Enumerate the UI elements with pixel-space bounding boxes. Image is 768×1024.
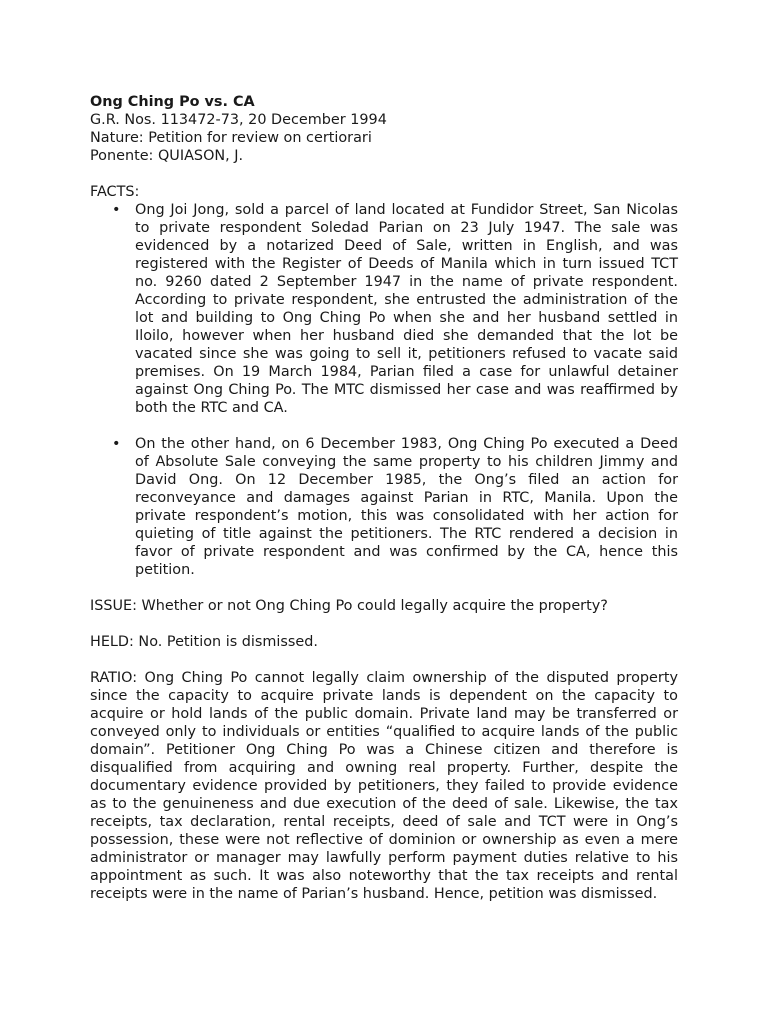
issue-paragraph: ISSUE: Whether or not Ong Ching Po could legally acquire the property? <box>90 598 608 614</box>
facts-item <box>90 435 678 579</box>
document-page <box>90 93 678 903</box>
facts-item-text: On the other hand, on 6 December 1983, Ong Ching Po executed a Deed of Absolute Sale conveying the same property to his children Jimmy and David Ong. On 12 December 1985, the Ong’s filed an action for reconveyance and damages against Parian in RTC, Manila. Upon the private respondent’s motion, this was consolidated with her action for quieting of title against the petitioners. The RTC rendered a decision in favor of private respondent and was confirmed by the CA, hence this petition. <box>135 436 678 578</box>
held-paragraph: HELD: No. Petition is dismissed. <box>90 634 318 650</box>
ponente-line: Ponente: QUIASON, J. <box>90 148 244 164</box>
ratio-paragraph: RATIO: Ong Ching Po cannot legally claim ownership of the disputed property since the capacity to acquire private lands is dependent on the capacity to acquire or hold lands of the public domain. Private land may be transferred or conveyed only to individuals or entities “qualified to acquire lands of the public domain”. Petitioner Ong Ching Po was a Chinese citizen and therefore is disqualified from acquiring and owning real property. Further, despite the documentary evidence provided by petitioners, they failed to provide evidence as to the genuineness and due execution of the deed of sale. Likewise, the tax receipts, tax declaration, rental receipts, deed of sale and TCT were in Ong’s possession, these were not reflective of dominion or ownership as even a mere administrator or manager may lawfully perform payment duties relative to his appointment as such. It was also noteworthy that the tax receipts and rental receipts were in the name of Parian’s husband. Hence, petition was dismissed. <box>90 670 678 902</box>
case-title: Ong Ching Po vs. CA <box>90 94 255 110</box>
bullet-icon: • <box>112 436 121 452</box>
nature-line: Nature: Petition for review on certiorari <box>90 130 372 146</box>
facts-list <box>90 201 678 579</box>
gr-number-line: G.R. Nos. 113472-73, 20 December 1994 <box>90 112 387 128</box>
bullet-icon: • <box>112 202 121 218</box>
facts-item <box>90 201 678 417</box>
facts-item-text: Ong Joi Jong, sold a parcel of land located at Fundidor Street, San Nicolas to private respondent Soledad Parian on 23 July 1947. The sale was evidenced by a notarized Deed of Sale, written in English, and was registered with the Register of Deeds of Manila which in turn issued TCT no. 9260 dated 2 September 1947 in the name of private respondent. According to private respondent, she entrusted the administration of the lot and building to Ong Ching Po when she and her husband settled in Iloilo, however when her husband died she demanded that the lot be vacated since she was going to sell it, petitioners refused to vacate said premises. On 19 March 1984, Parian filed a case for unlawful detainer against Ong Ching Po. The MTC dismissed her case and was reaffirmed by both the RTC and CA. <box>135 202 678 416</box>
facts-heading: FACTS: <box>90 184 140 200</box>
